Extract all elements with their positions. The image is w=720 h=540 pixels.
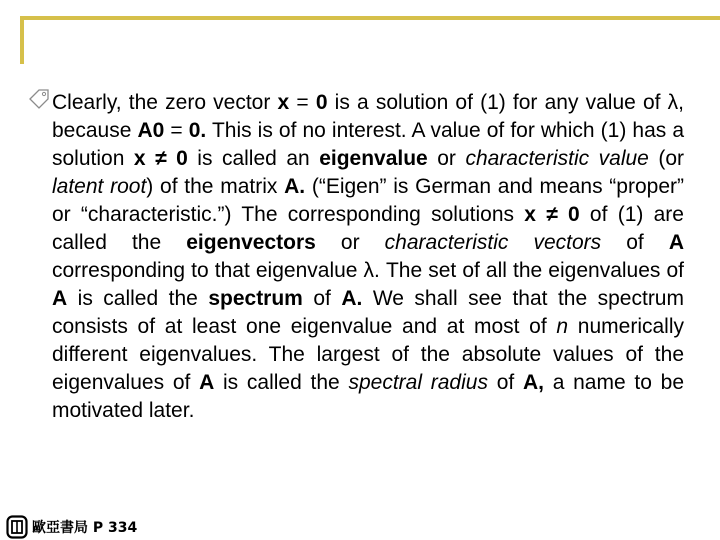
paragraph-run: Clearly, the zero vector [52,91,278,114]
diamond-outline-bullet-icon [26,86,52,112]
paragraph-run: eigenvalue [319,147,428,170]
paragraph-run: of [487,371,523,394]
paragraph-run: spectrum [208,287,303,310]
footer-publisher-page: 歐亞書局 P 334 [32,520,138,536]
paragraph-run: is called the [214,371,349,394]
paragraph-run: characteristic value [465,147,649,170]
paragraph-run: is called an [187,147,320,170]
paragraph-run: characteristic vectors [384,231,602,254]
paragraph-run: A [52,287,68,310]
paragraph-run: ) of the matrix [146,175,285,198]
paragraph-run: corresponding to that eigenvalue λ. The set of all the eigenvalues of [52,259,684,282]
paragraph-run: (or [648,147,685,170]
paragraph-run: (“Eigen” is German and means “proper” or “characteristic.”) The corresponding solutions [52,175,684,226]
paragraph-run: x ≠ 0 [133,147,188,170]
slide-frame-top-line [20,16,720,20]
paragraph-run: x ≠ 0 [524,203,580,226]
paragraph-run: or [315,231,385,254]
paragraph-run: x [277,91,290,114]
paragraph-run: numerically different eigenvalues. The largest of the absolute values of the eigenvalues of [52,315,684,394]
paragraph-run: = [164,119,189,142]
paragraph-run: A0 [137,119,165,142]
eigenvalue-definition-paragraph [52,89,684,425]
paragraph-run: eigenvectors [186,231,316,254]
paragraph-run: We shall see that the spectrum consists of at least one eigenvalue and at most of [52,287,684,338]
paragraph-run: A. [284,175,306,198]
paragraph-run: = [289,91,316,114]
paragraph-run: A [199,371,215,394]
paragraph-run: of [302,287,342,310]
paragraph-run: a name to be motivated later. [52,371,685,422]
paragraph-run: A [668,231,685,254]
slide-frame-left-line [20,16,24,64]
paragraph-run: spectral radius [348,371,488,394]
paragraph-run: This is of no interest. A value of for which (1) has a solution [52,119,684,170]
paragraph-run: of [601,231,669,254]
paragraph-run: latent root [52,175,147,198]
paragraph-run: 0 [315,91,328,114]
paragraph-run: 0. [188,119,207,142]
paragraph-run: is called the [67,287,209,310]
slide-footer [6,514,137,540]
paragraph-run: n [556,315,569,338]
paragraph-run: of (1) are called the [52,203,684,254]
paragraph-run: is a solution of (1) for any value of λ, because [52,91,685,142]
publisher-logo-icon [6,515,28,539]
paragraph-run: A, [522,371,544,394]
paragraph-run: or [427,147,466,170]
paragraph-run: A. [341,287,363,310]
